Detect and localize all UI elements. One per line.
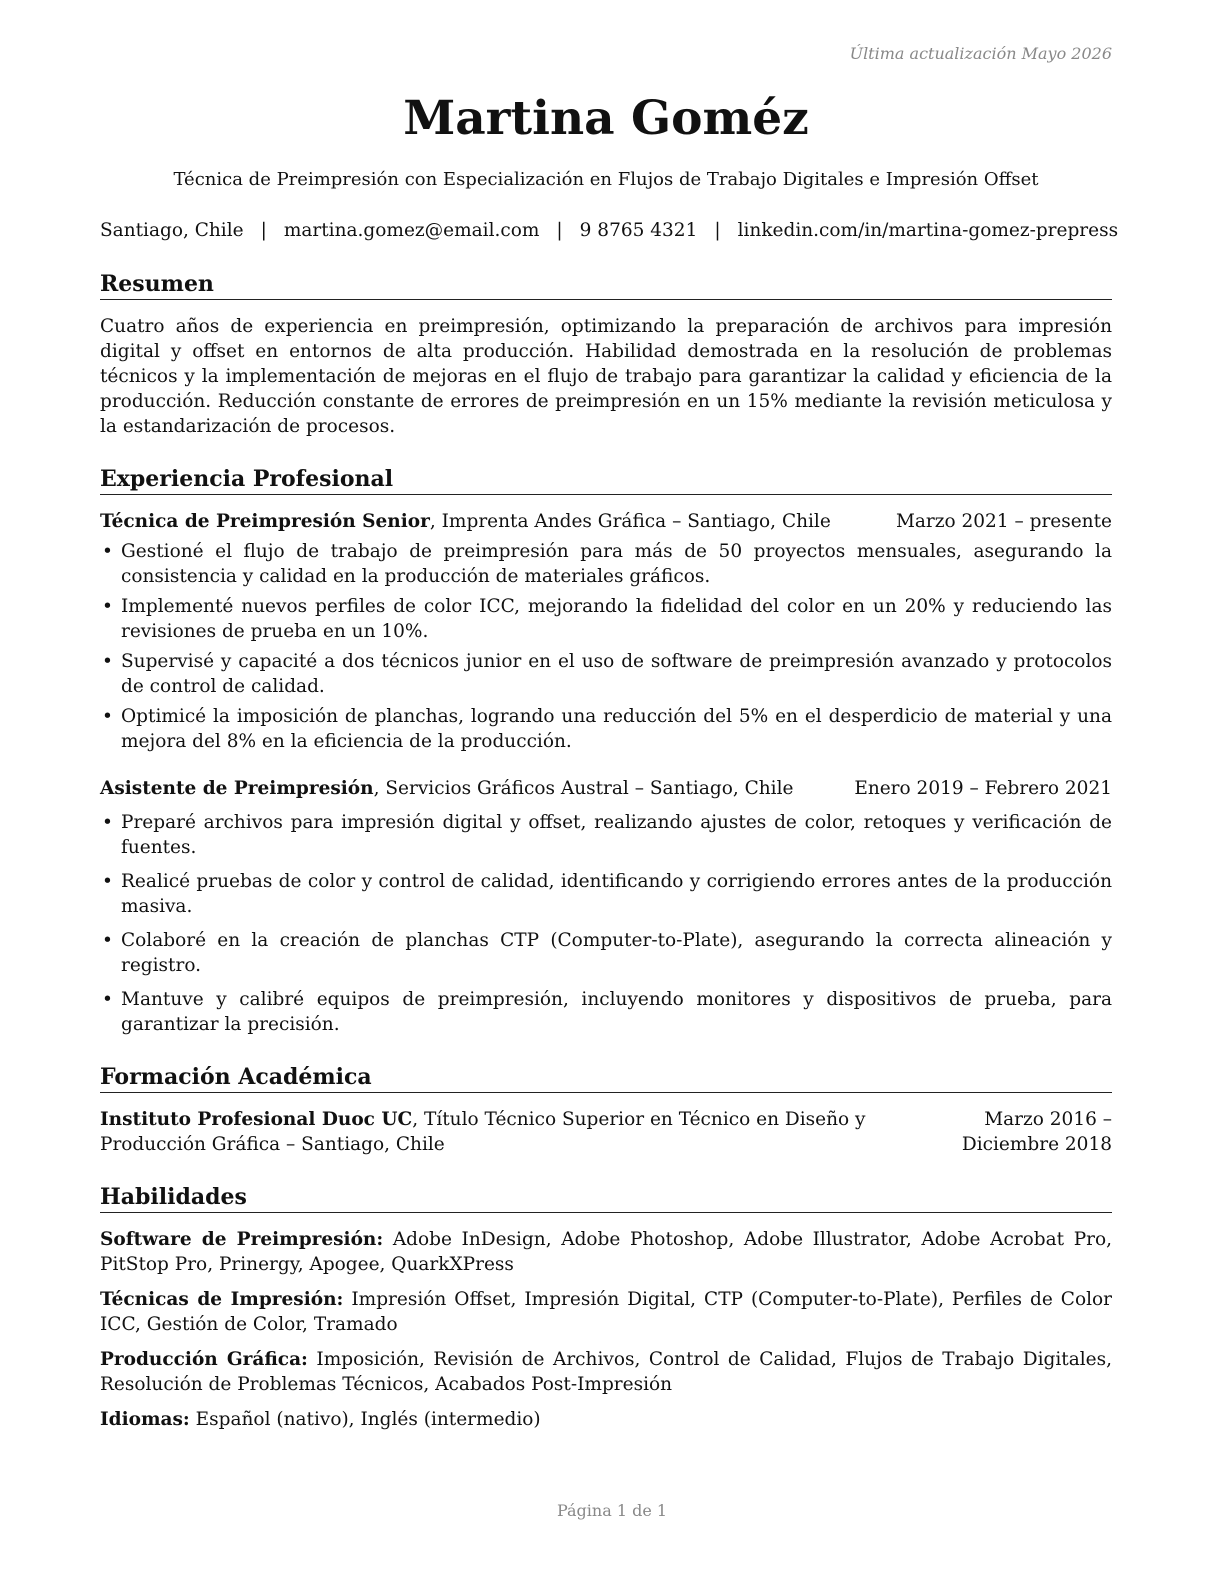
- skill-label: Técnicas de Impresión:: [100, 1289, 344, 1310]
- skill-value: Español (nativo), Inglés (intermedio): [189, 1409, 541, 1430]
- list-item: • Supervisé y capacité a dos técnicos junior en el uso de software de preimpresión avanzado y protocolos de control de calidad.: [100, 649, 1112, 699]
- skill-line: [100, 1407, 1112, 1432]
- education-dates: Marzo 2016 – Diciembre 2018: [961, 1109, 1112, 1155]
- list-item: • Mantuve y calibré equipos de preimpresión, incluyendo monitores y dispositivos de prueba, para garantizar la precisión.: [100, 987, 1112, 1037]
- list-item: • Gestioné el flujo de trabajo de preimpresión para más de 50 proyectos mensuales, asegurando la consistencia y calidad en la producción de materiales gráficos.: [100, 539, 1112, 589]
- skill-line: [100, 1347, 1112, 1397]
- job-dates: Marzo 2021 – presente: [895, 511, 1112, 532]
- contact-linkedin[interactable]: linkedin.com/in/martina-gomez-prepress: [737, 220, 1119, 241]
- contact-email[interactable]: martina.gomez@email.com: [283, 220, 540, 241]
- list-item: • Implementé nuevos perfiles de color ICC, mejorando la fidelidad del color en un 20% y reduciendo las revisiones de prueba en un 10%.: [100, 594, 1112, 644]
- education-entry: [100, 1107, 1112, 1157]
- contact-line: [100, 218, 1119, 244]
- skill-label: Software de Preimpresión:: [100, 1229, 384, 1250]
- job-header: [100, 509, 1112, 534]
- skill-label: Producción Gráfica:: [100, 1349, 308, 1370]
- education-institution: Instituto Profesional Duoc UC: [100, 1109, 413, 1130]
- job-role: Técnica de Preimpresión Senior: [100, 511, 430, 532]
- section-title-education: Formación Académica: [100, 1063, 1112, 1093]
- skill-value: Imposición, Revisión de Archivos, Control de Calidad, Flujos de Trabajo Digitales, Resolución de Problemas Técnicos, Acabados Post-Impresión: [100, 1349, 1112, 1395]
- list-item: • Realicé pruebas de color y control de calidad, identificando y corrigiendo errores antes de la producción masiva.: [100, 869, 1112, 919]
- list-item: • Preparé archivos para impresión digital y offset, realizando ajustes de color, retoques y verificación de fuentes.: [100, 810, 1112, 860]
- education-degree: , Título Técnico Superior en Técnico en Diseño y Producción Gráfica – Santiago, Chile: [100, 1109, 866, 1155]
- candidate-name: Martina Goméz: [403, 91, 809, 146]
- contact-separator: |: [556, 220, 563, 241]
- job-company: , Servicios Gráficos Austral – Santiago, Chile: [373, 778, 794, 799]
- job-header: [100, 776, 1112, 801]
- job-title-line: [100, 776, 793, 801]
- list-item: • Optimicé la imposición de planchas, logrando una reducción del 5% en el desperdicio de material y una mejora del 8% en la eficiencia de la producción.: [100, 704, 1112, 754]
- contact-separator: |: [260, 220, 267, 241]
- contact-location: Santiago, Chile: [100, 220, 244, 241]
- job-title-line: [100, 509, 831, 534]
- skill-line: [100, 1227, 1112, 1277]
- skill-label: Idiomas:: [100, 1409, 190, 1430]
- section-title-experience: Experiencia Profesional: [100, 465, 1112, 495]
- skill-value: Impresión Offset, Impresión Digital, CTP (Computer-to-Plate), Perfiles de Color ICC, Gestión de Color, Tramado: [100, 1289, 1112, 1335]
- list-item: • Colaboré en la creación de planchas CTP (Computer-to-Plate), asegurando la correcta alineación y registro.: [100, 928, 1112, 978]
- job-company: , Imprenta Andes Gráfica – Santiago, Chile: [429, 511, 831, 532]
- job-dates: Enero 2019 – Febrero 2021: [854, 778, 1112, 799]
- job-role: Asistente de Preimpresión: [100, 778, 374, 799]
- section-title-skills: Habilidades: [100, 1183, 1112, 1213]
- education-title-line: [100, 1107, 940, 1157]
- resume-content: [100, 40, 1119, 1432]
- contact-separator: |: [714, 220, 721, 241]
- job-bullets: [100, 539, 1112, 754]
- candidate-headline: Técnica de Preimpresión con Especialización en Flujos de Trabajo Digitales e Impresión Offset: [173, 169, 1039, 190]
- job-bullets: [100, 810, 1112, 1037]
- page-number: Página 1 de 1: [556, 1501, 668, 1520]
- summary-text: Cuatro años de experiencia en preimpresión, optimizando la preparación de archivos para impresión digital y offset en entornos de alta producción. Habilidad demostrada en la resolución de problemas técnicos y la implementación de mejoras en el flujo de trabajo para garantizar la calidad y eficiencia de la producción. Reducción constante de errores de preimpresión en un 15% mediante la revisión meticulosa y la estandarización de procesos.: [100, 316, 1112, 437]
- contact-phone[interactable]: 9 8765 4321: [579, 220, 698, 241]
- last-updated: Última actualización Mayo 2026: [849, 44, 1112, 63]
- skill-value: Adobe InDesign, Adobe Photoshop, Adobe Illustrator, Adobe Acrobat Pro, PitStop Pro, Prinergy, Apogee, QuarkXPress: [100, 1229, 1112, 1275]
- skill-line: [100, 1287, 1112, 1337]
- section-title-summary: Resumen: [100, 270, 1112, 300]
